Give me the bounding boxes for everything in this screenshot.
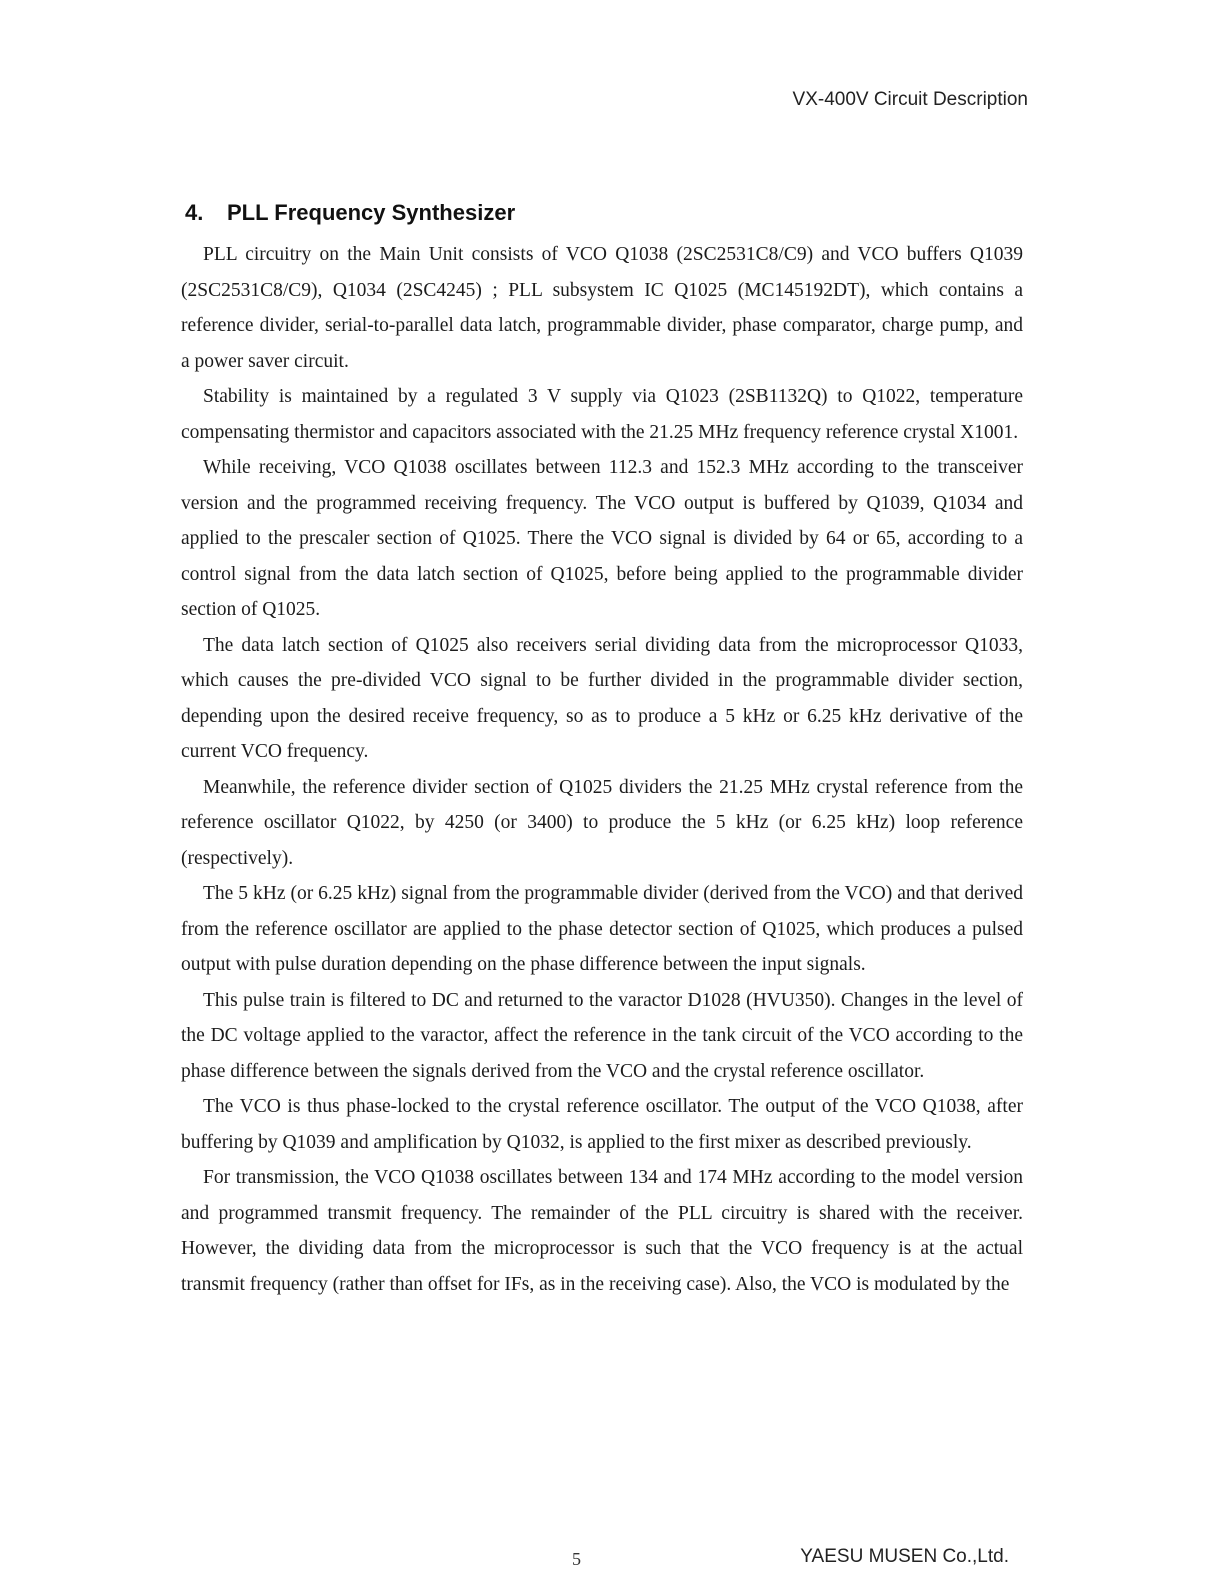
paragraph-phase-detector: The 5 kHz (or 6.25 kHz) signal from the programmable divider (derived from the VCO) and that derived from the reference oscillator are applied to the phase detector section of Q1025, which produces a pulsed output with pulse duration depending on the phase difference between the input signals. xyxy=(181,883,1023,975)
paragraph-receiving: While receiving, VCO Q1038 oscillates between 112.3 and 152.3 MHz according to the transceiver version and the programmed receiving frequency. The VCO output is buffered by Q1039, Q1034 and applied to the prescaler section of Q1025. There the VCO signal is divided by 64 or 65, according to a control signal from the data latch section of Q1025, before being applied to the programmable divider section of Q1025. xyxy=(181,457,1023,620)
section-number: 4. xyxy=(185,200,204,225)
running-header: VX-400V Circuit Description xyxy=(792,89,1028,110)
paragraph-stability: Stability is maintained by a regulated 3 V supply via Q1023 (2SB1132Q) to Q1022, temperature compensating thermistor and capacitors associated with the 21.25 MHz frequency reference crystal X1001. xyxy=(181,386,1023,443)
paragraph-pll-components: PLL circuitry on the Main Unit consists of VCO Q1038 (2SC2531C8/C9) and VCO buffers Q1039 (2SC2531C8/C9), Q1034 (2SC4245) ; PLL subsystem IC Q1025 (MC145192DT), which contains a reference divider, serial-to-parallel data latch, programmable divider, phase comparator, charge pump, and a power saver circuit. xyxy=(181,244,1023,372)
page-number: 5 xyxy=(572,1549,581,1569)
section-heading xyxy=(185,200,515,226)
paragraph-transmission: For transmission, the VCO Q1038 oscillates between 134 and 174 MHz according to the model version and programmed transmit frequency. The remainder of the PLL circuitry is shared with the receiver. However, the dividing data from the microprocessor is such that the VCO frequency is at the actual transmit frequency (rather than offset for IFs, as in the receiving case). Also, the VCO is modulated by the xyxy=(181,1167,1023,1295)
body-text xyxy=(181,237,1023,1302)
paragraph-data-latch: The data latch section of Q1025 also receivers serial dividing data from the microprocessor Q1033, which causes the pre-divided VCO signal to be further divided in the programmable divider section, depending upon the desired receive frequency, so as to produce a 5 kHz or 6.25 kHz derivative of the current VCO frequency. xyxy=(181,634,1023,762)
section-title: PLL Frequency Synthesizer xyxy=(227,200,516,225)
paragraph-phase-lock: The VCO is thus phase-locked to the crystal reference oscillator. The output of the VCO Q1038, after buffering by Q1039 and amplification by Q1032, is applied to the first mixer as described previously. xyxy=(181,1096,1023,1153)
paragraph-pulse-train: This pulse train is filtered to DC and returned to the varactor D1028 (HVU350). Changes in the level of the DC voltage applied to the varactor, affect the reference in the tank circuit of the VCO according to the phase difference between the signals derived from the VCO and the crystal reference oscillator. xyxy=(181,989,1023,1082)
company-name: YAESU MUSEN Co.,Ltd. xyxy=(800,1546,1009,1567)
paragraph-reference-divider: Meanwhile, the reference divider section of Q1025 dividers the 21.25 MHz crystal reference from the reference oscillator Q1022, by 4250 (or 3400) to produce the 5 kHz (or 6.25 kHz) loop reference (respectively). xyxy=(181,776,1023,869)
